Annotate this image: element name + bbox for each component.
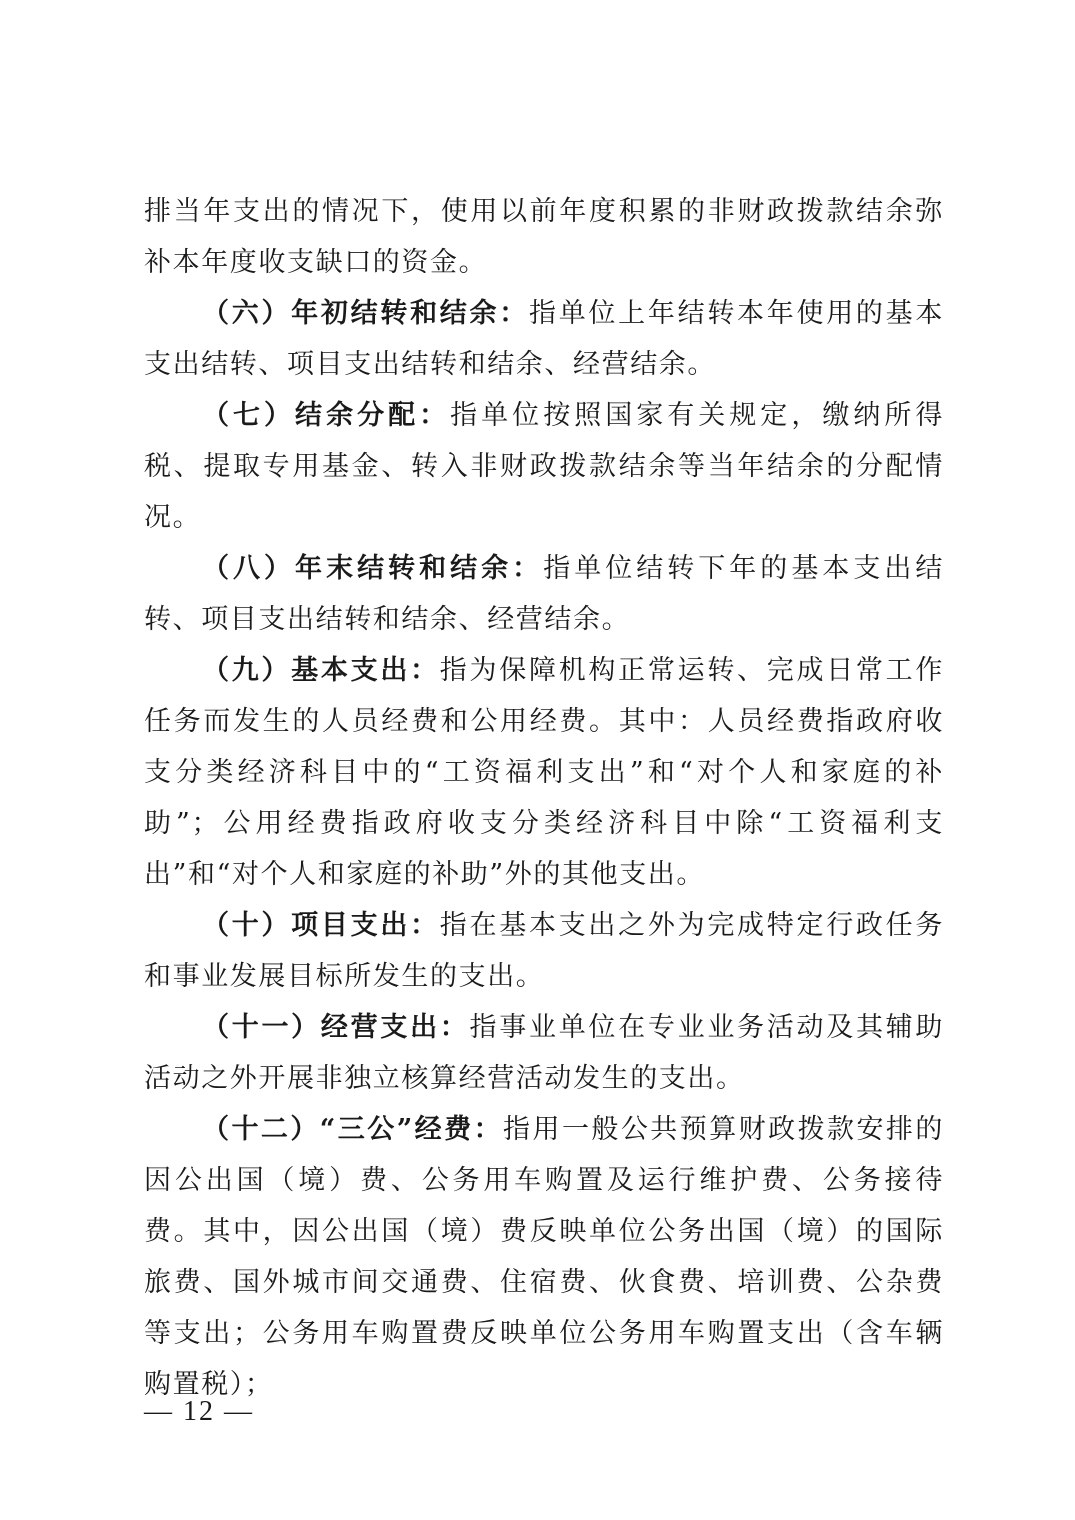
paragraph-text: 指单位按照国家有关规定，缴纳所得税、提取专用基金、转入非财政拨款结余等当年结余的分配情况。	[144, 400, 944, 533]
paragraph-term: （十）项目支出：	[202, 910, 440, 941]
paragraph-text: 指用一般公共预算财政拨款安排的因公出国（境）费、公务用车购置及运行维护费、公务接待费。其中，因公出国（境）费反映单位公务出国（境）的国际旅费、国外城市间交通费、住宿费、伙食费、培训费、公杂费等支出；公务用车购置费反映单位公务用车购置支出（含车辆购置税）；	[144, 1114, 944, 1400]
paragraph-item-12	[144, 1104, 944, 1410]
paragraph-item-6	[144, 288, 944, 390]
paragraph-term: （六）年初结转和结余：	[202, 298, 529, 329]
paragraph-item-8	[144, 543, 944, 645]
paragraph-text: 排当年支出的情况下，使用以前年度积累的非财政拨款结余弥补本年度收支缺口的资金。	[144, 196, 944, 278]
paragraph-term: （九）基本支出：	[202, 655, 440, 686]
paragraph-term: （十一）经营支出：	[202, 1012, 470, 1043]
paragraph-text: 指单位结转下年的基本支出结转、项目支出结转和结余、经营结余。	[144, 553, 944, 635]
paragraph-item-9	[144, 645, 944, 900]
paragraph-continuation	[144, 186, 944, 288]
paragraph-term: （八）年末结转和结余：	[202, 553, 544, 584]
paragraph-term: （十二）“三公”经费：	[202, 1114, 504, 1145]
paragraph-text: 指在基本支出之外为完成特定行政任务和事业发展目标所发生的支出。	[144, 910, 944, 992]
paragraph-item-11	[144, 1002, 944, 1104]
paragraph-text: 指为保障机构正常运转、完成日常工作任务而发生的人员经费和公用经费。其中：人员经费指政府收支分类经济科目中的“工资福利支出”和“对个人和家庭的补助”；公用经费指政府收支分类经济科目中除“工资福利支出”和“对个人和家庭的补助”外的其他支出。	[144, 655, 944, 890]
page-number: — 12 —	[144, 1396, 254, 1427]
paragraph-text: 指事业单位在专业业务活动及其辅助活动之外开展非独立核算经营活动发生的支出。	[144, 1012, 944, 1094]
paragraph-term: （七）结余分配：	[202, 400, 451, 431]
paragraph-text: 指单位上年结转本年使用的基本支出结转、项目支出结转和结余、经营结余。	[144, 298, 944, 380]
paragraph-item-7	[144, 390, 944, 543]
paragraph-item-10	[144, 900, 944, 1002]
document-body	[144, 186, 944, 1410]
